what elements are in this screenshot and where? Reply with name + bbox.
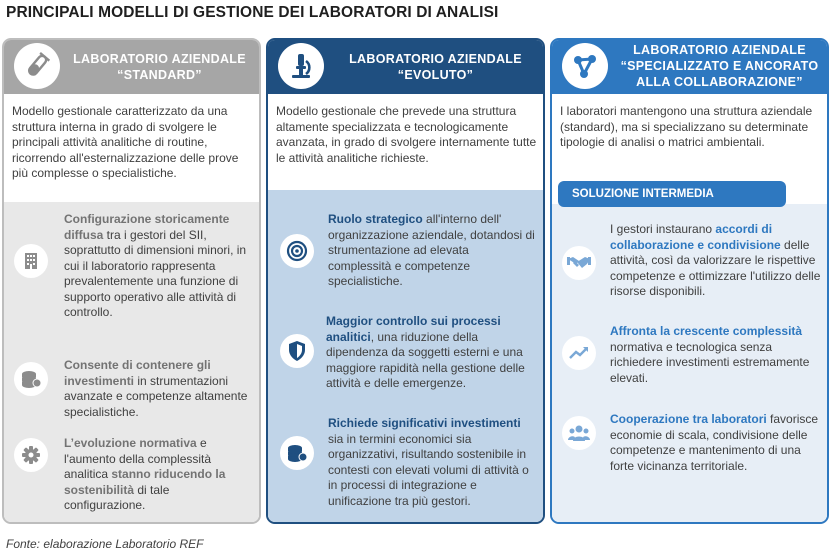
- network-icon: [562, 43, 608, 89]
- column-specializzato: [550, 38, 829, 524]
- microscope-icon: [278, 43, 324, 89]
- column-title: LABORATORIO AZIENDALE “STANDARD”: [73, 52, 246, 82]
- test-tube-icon: [14, 43, 60, 89]
- page-title: PRINCIPALI MODELLI DI GESTIONE DEI LABORATORI DI ANALISI: [6, 4, 499, 21]
- group-icon: [562, 416, 596, 450]
- handshake-icon: [562, 246, 596, 280]
- details-panel: Configurazione storicamente diffusa tra i gestori del SII, soprattutto di dimensioni minori, in cui il laboratorio rappresenta prevalentemente una funzione di supporto operativo alle attività di controllo. Consente di contenere gli investimenti in strumentazioni avanzate e competenze altamente specialistiche. L’evoluzione normativa e l'aumento della complessità analitica stanno riducendo la sostenibilità di tale configurazione.: [4, 202, 259, 522]
- trend-up-icon: [562, 336, 596, 370]
- coins-icon: [280, 436, 314, 470]
- column-header: [4, 40, 259, 94]
- column-evoluto: [266, 38, 545, 524]
- solution-label: SOLUZIONE INTERMEDIA: [558, 181, 786, 207]
- source-note: Fonte: elaborazione Laboratorio REF: [6, 537, 204, 551]
- column-header: [268, 40, 543, 94]
- details-panel: Ruolo strategico all'interno dell' organizzazione aziendale, dotandosi di strumentazione ad elevata complessità e competenze specialistiche. Maggior controllo sui processi analitici, una riduzione della dipendenza da soggetti esterni e una maggiore rapidità nella gestione delle attività e delle emergenze. Richiede significativi investimenti sia in termini economici sia organizzativi, risultando sostenibile in contesti con elevati volumi di attività o in processi di integrazione e unificazione tra più gestori.: [268, 190, 543, 522]
- column-intro: Modello gestionale caratterizzato da una struttura interna in grado di svolgere le principali attività analitiche di routine, ricorrendo all'esternalizzazione delle prove più complesse o specialistiche.: [12, 104, 239, 180]
- gear-icon: [14, 438, 48, 472]
- column-intro: I laboratori mantengono una struttura aziendale (standard), ma si specializzano su determinate tipologie di analisi o matrici ambientali.: [560, 104, 813, 149]
- column-intro: Modello gestionale che prevede una struttura altamente specializzata e tecnologicamente avanzata, in grado di svolgere internamente tutte le attività analitiche richieste.: [276, 104, 537, 165]
- column-standard: [2, 38, 261, 524]
- target-icon: [280, 234, 314, 268]
- building-icon: [14, 244, 48, 278]
- coins-icon: [14, 362, 48, 396]
- column-header: [552, 40, 827, 94]
- details-panel: I gestori instaurano accordi di collaborazione e condivisione delle attività, così da valorizzare le rispettive competenze e ottimizzare l'utilizzo delle risorse disponibili. Affronta la crescente complessità normativa e tecnologica senza richiedere investimenti estremamente elevati. Cooperazione tra laboratori favorisce economie di scala, condivisione delle competenze e mantenimento di una forte vicinanza territoriale.: [552, 204, 827, 522]
- column-title: LABORATORIO AZIENDALE “EVOLUTO”: [349, 52, 522, 82]
- column-title: LABORATORIO AZIENDALE “SPECIALIZZATO E ANCORATO ALLA COLLABORAZIONE”: [620, 43, 819, 89]
- shield-icon: [280, 334, 314, 368]
